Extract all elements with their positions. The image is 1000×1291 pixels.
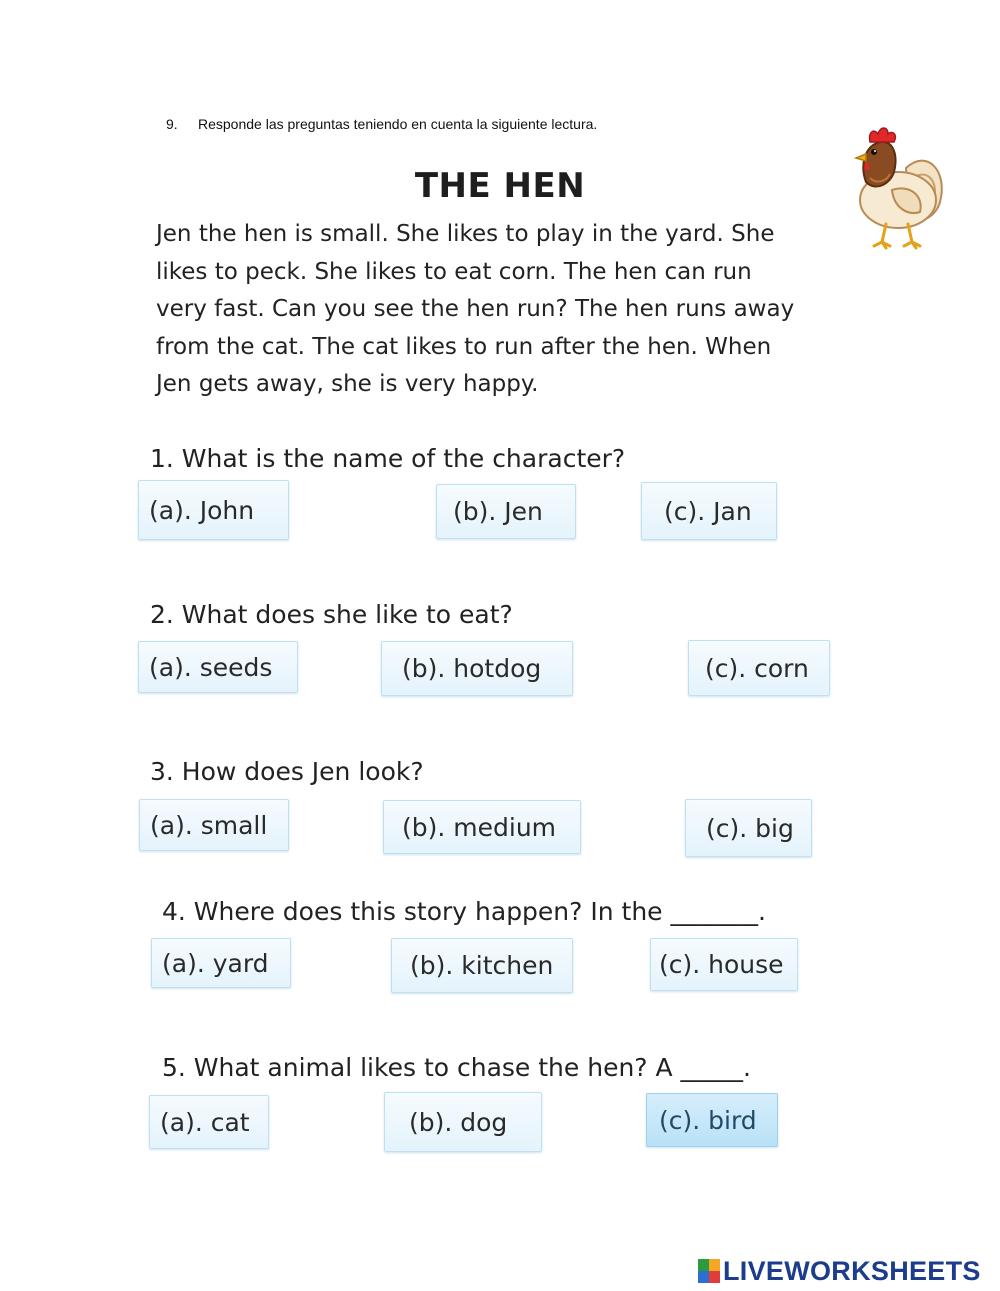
question-4: 4. Where does this story happen? In the _______. — [162, 897, 766, 926]
brand-logo — [698, 1256, 981, 1286]
story-text — [156, 216, 856, 404]
question-2: 2. What does she like to eat? — [150, 600, 513, 629]
q5-option-c[interactable]: (c). bird — [646, 1093, 778, 1147]
q5-option-b[interactable]: (b). dog — [384, 1092, 542, 1152]
q5-option-a[interactable]: (a). cat — [149, 1095, 269, 1149]
instruction-text: Responde las preguntas teniendo en cuenta la siguiente lectura. — [198, 116, 598, 132]
story-line: likes to peck. She likes to eat corn. The hen can run — [156, 258, 752, 285]
worksheet-title: THE HEN — [414, 166, 586, 206]
q4-option-b[interactable]: (b). kitchen — [391, 938, 573, 993]
q2-option-b[interactable]: (b). hotdog — [381, 641, 573, 696]
q2-option-c[interactable]: (c). corn — [688, 640, 830, 696]
liveworksheets-icon — [698, 1259, 720, 1283]
brand-name: LIVEWORKSHEETS — [723, 1255, 981, 1286]
instruction-number: 9. — [166, 116, 178, 132]
q4-option-c[interactable]: (c). house — [650, 938, 798, 991]
story-line: Jen the hen is small. She likes to play in the yard. She — [156, 221, 775, 247]
story-line: Jen gets away, she is very happy. — [156, 371, 539, 397]
instruction — [166, 116, 597, 132]
q3-option-a[interactable]: (a). small — [139, 799, 289, 851]
question-5: 5. What animal likes to chase the hen? A _____. — [162, 1053, 752, 1082]
story-line: from the cat. The cat likes to run after the hen. When — [156, 333, 772, 360]
q1-option-c[interactable]: (c). Jan — [641, 482, 777, 540]
question-3: 3. How does Jen look? — [150, 757, 424, 786]
q3-option-c[interactable]: (c). big — [685, 799, 812, 857]
question-1: 1. What is the name of the character? — [150, 444, 626, 473]
q2-option-a[interactable]: (a). seeds — [138, 641, 298, 693]
q3-option-b[interactable]: (b). medium — [383, 800, 581, 854]
story-line: very fast. Can you see the hen run? The hen runs away — [156, 296, 795, 322]
q1-option-b[interactable]: (b). Jen — [436, 484, 576, 539]
q4-option-a[interactable]: (a). yard — [151, 938, 291, 988]
q1-option-a[interactable]: (a). John — [138, 480, 289, 540]
